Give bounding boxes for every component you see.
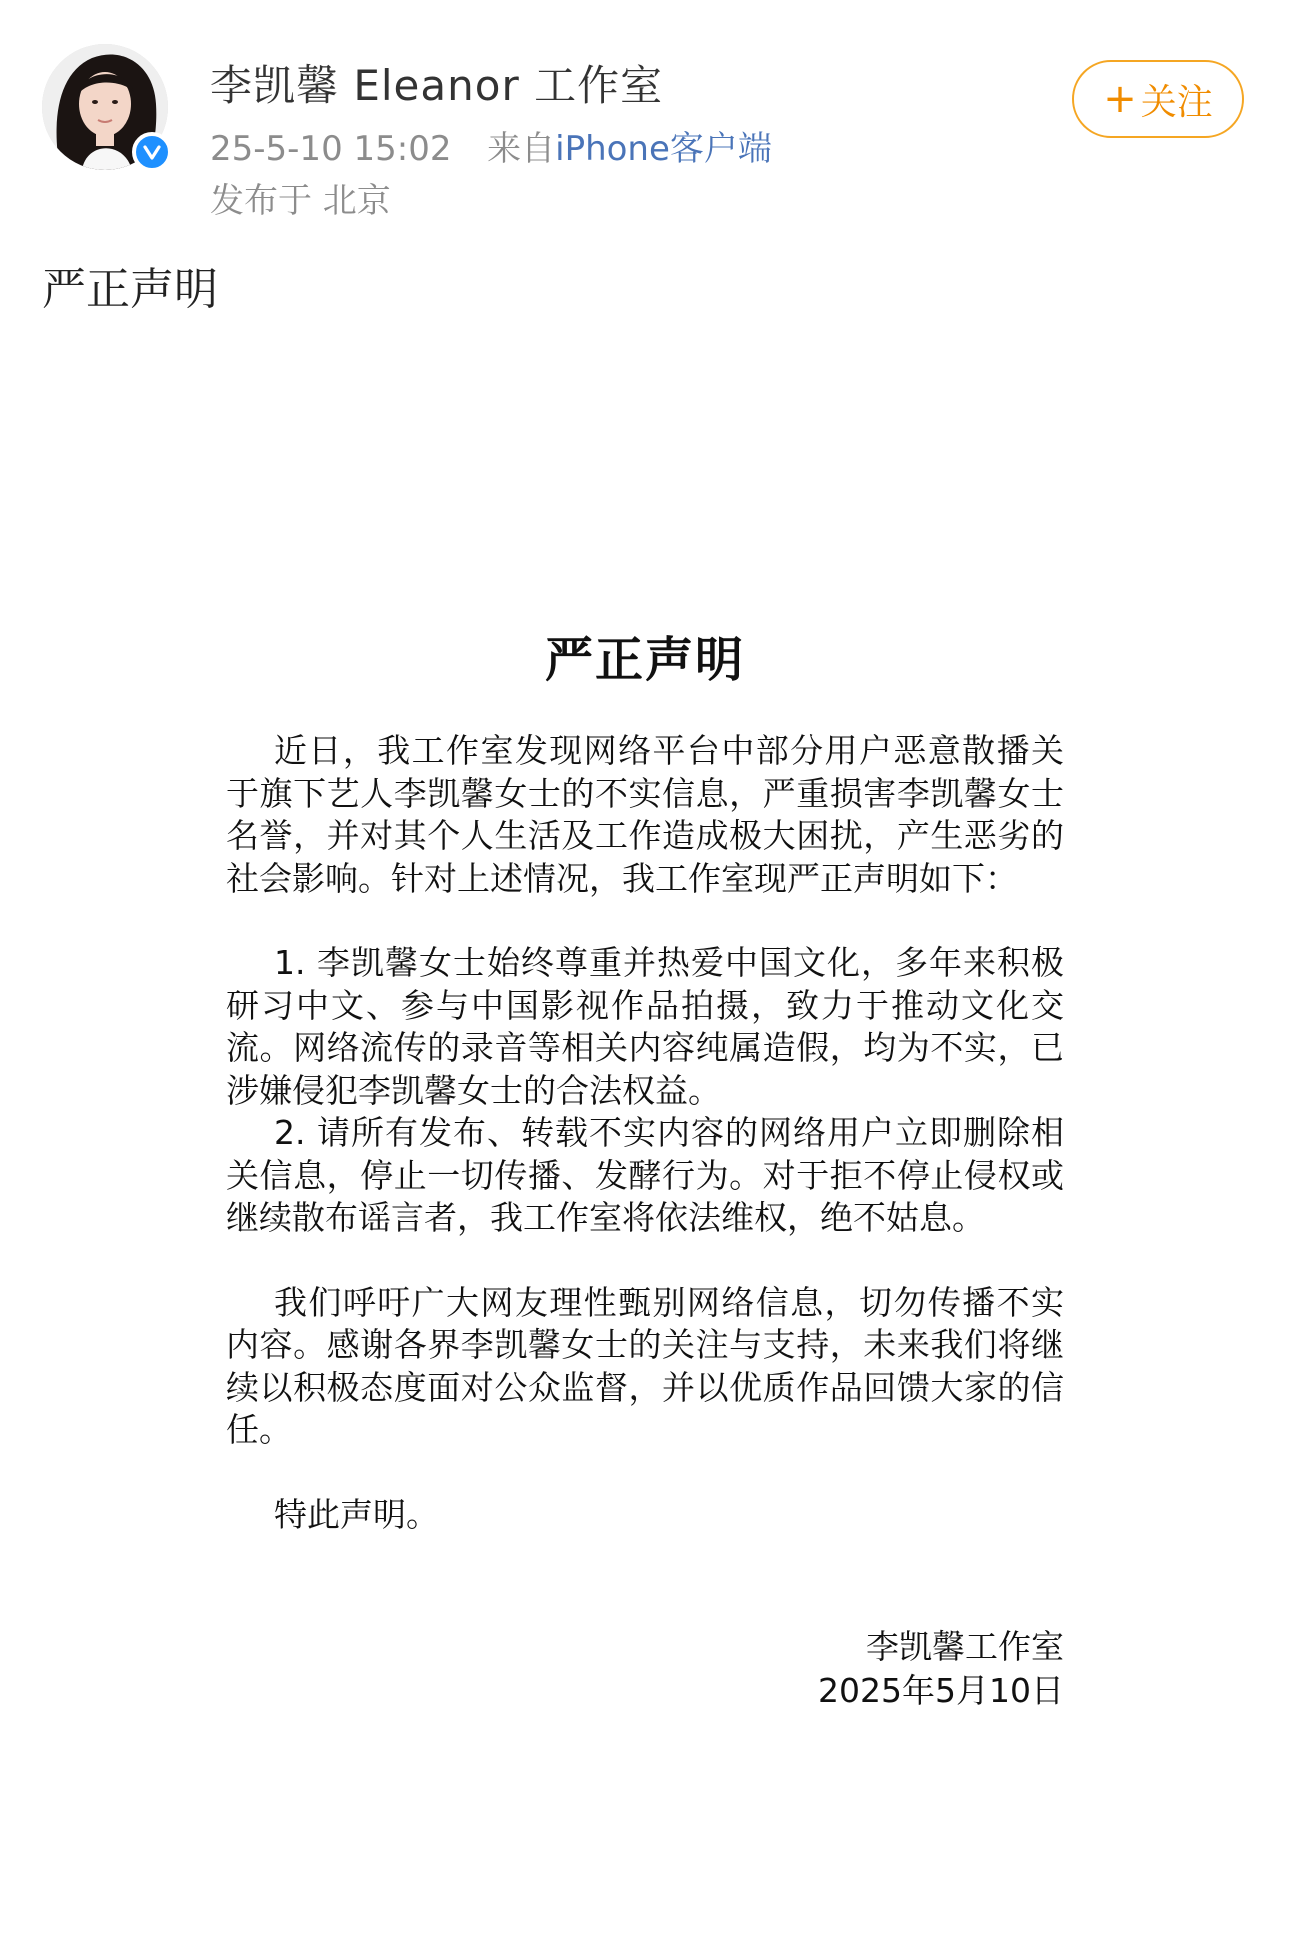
statement-point-2: 2. 请所有发布、转载不实内容的网络用户立即删除相关信息，停止一切传播、发酵行为。对于拒不停止侵权或继续散布谣言者，我工作室将依法维权，绝不姑息。	[226, 1113, 1064, 1237]
author-name[interactable]: 李凯馨 Eleanor 工作室	[210, 61, 664, 110]
follow-button[interactable]	[1072, 60, 1244, 138]
statement-signature-block	[818, 1625, 1064, 1713]
statement-image[interactable]	[0, 340, 1290, 1958]
verified-badge-icon	[132, 132, 172, 172]
statement-date: 2025年5月10日	[818, 1671, 1064, 1710]
statement-title: 严正声明	[544, 632, 745, 688]
avatar[interactable]	[42, 44, 168, 170]
statement-intro: 近日，我工作室发现网络平台中部分用户恶意散播关于旗下艺人李凯馨女士的不实信息，严重损害李凯馨女士名誉，并对其个人生活及工作造成极大困扰，产生恶劣的社会影响。针对上述情况，我工作室现严正声明如下：	[226, 731, 1064, 898]
source-prefix: 来自	[487, 129, 556, 169]
post-meta	[210, 126, 772, 172]
post-text: 严正声明	[42, 264, 218, 315]
statement-signature: 李凯馨工作室	[866, 1627, 1064, 1666]
statement-appeal: 我们呼吁广大网友理性甄别网络信息，切勿传播不实内容。感谢各界李凯馨女士的关注与支持，未来我们将继续以积极态度面对公众监督，并以优质作品回馈大家的信任。	[226, 1282, 1064, 1449]
statement-body	[226, 730, 1064, 1536]
plus-icon: +	[1103, 76, 1137, 122]
post-header	[0, 0, 1290, 315]
statement-point-1: 1. 李凯馨女士始终尊重并热爱中国文化，多年来积极研习中文、参与中国影视作品拍摄，致力于推动文化交流。网络流传的录音等相关内容纯属造假，均为不实，已涉嫌侵犯李凯馨女士的合法权益。	[226, 943, 1064, 1110]
post-location: 发布于 北京	[210, 181, 391, 221]
source-client-link[interactable]: iPhone客户端	[555, 129, 772, 169]
statement-closing: 特此声明。	[274, 1494, 439, 1534]
follow-label: 关注	[1140, 81, 1213, 123]
post-timestamp: 25-5-10 15:02	[210, 129, 452, 169]
